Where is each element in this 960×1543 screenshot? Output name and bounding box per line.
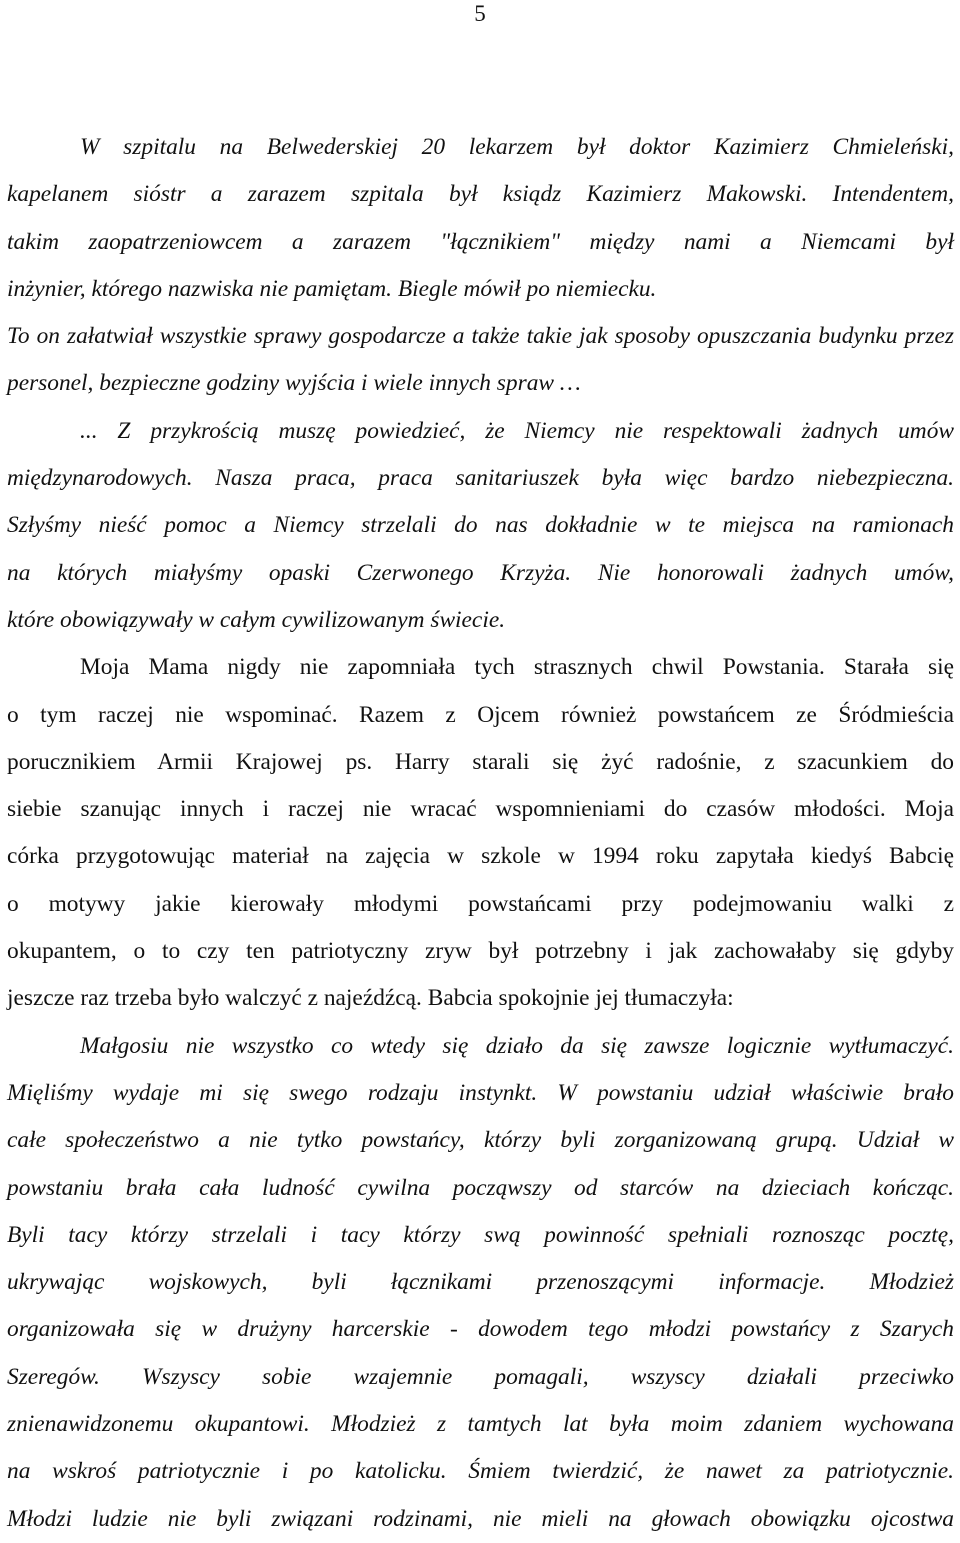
text-line: Małgosiu nie wszystko co wtedy się działo da się zawsze logicznie wytłumaczyć. [80, 1032, 954, 1059]
text-line: na których miałyśmy opaski Czerwonego Krzyża. Nie honorowali żadnych umów, [7, 559, 954, 586]
text-line: okupantem, o to czy ten patriotyczny zryw był potrzebny i jak zachowałaby się gdyby [7, 938, 954, 965]
text-line: na wskroś patriotycznie i po katolicku. Śmiem twierdzić, że nawet za patriotycznie. [7, 1458, 954, 1485]
text-line: Młodzi ludzie nie byli związani rodzinami, nie mieli na głowach obowiązku ojcostwa [7, 1505, 954, 1532]
text-line: porucznikiem Armii Krajowej ps. Harry starali się żyć radośnie, z szacunkiem do [7, 748, 954, 775]
text-line: Moja Mama nigdy nie zapomniała tych strasznych chwil Powstania. Starała się [80, 654, 954, 681]
text-line: Mięliśmy wydaje mi się swego rodzaju instynkt. W powstaniu udział właściwie brało [7, 1079, 954, 1106]
text-line: znienawidzonemu okupantowi. Młodzież z tamtych lat była moim zdaniem wychowana [7, 1411, 954, 1438]
text-line: o motywy jakie kierowały młodymi powstańcami przy podejmowaniu walki z [7, 890, 954, 917]
text-line: organizowała się w drużyny harcerskie - dowodem tego młodzi powstańcy z Szarych [7, 1316, 954, 1343]
text-line: o tym raczej nie wspominać. Razem z Ojcem również powstańcem ze Śródmieścia [7, 701, 954, 728]
text-line: Byli tacy którzy strzelali i tacy którzy swą powinność spełniali roznosząc pocztę, [7, 1221, 954, 1248]
text-line: takim zaopatrzeniowcem a zarazem "łącznikiem" między nami a Niemcami był [7, 228, 954, 255]
text-line: To on załatwiał wszystkie sprawy gospodarcze a także takie jak sposoby opuszczania budynku przez [7, 323, 954, 350]
text-line: inżynier, którego nazwiska nie pamiętam. Biegle mówił po niemiecku. [7, 275, 657, 302]
text-line: Szłyśmy nieść pomoc a Niemcy strzelali do nas dokładnie w te miejsca na ramionach [7, 512, 954, 539]
text-line: Szeregów. Wszyscy sobie wzajemnie pomagali, wszyscy działali przeciwko [7, 1363, 954, 1390]
text-line: które obowiązywały w całym cywilizowanym świecie. [7, 606, 506, 633]
text-line: córka przygotowując materiał na zajęcia w szkole w 1994 roku zapytała kiedyś Babcię [7, 843, 954, 870]
text-line: W szpitalu na Belwederskiej 20 lekarzem był doktor Kazimierz Chmieleński, [80, 134, 954, 160]
page-number: 5 [474, 1, 486, 26]
text-line: powstaniu brała cała ludność cywilna począwszy od starców na dzieciach kończąc. [7, 1174, 954, 1201]
text-line: ukrywając wojskowych, byli łącznikami przenoszącymi informacje. Młodzież [7, 1269, 954, 1296]
text-line: całe społeczeństwo a nie tytko powstańcy, którzy byli zorganizowaną grupą. Udział w [7, 1127, 954, 1154]
text-line: jeszcze raz trzeba było walczyć z najeźdźcą. Babcia spokojnie jej tłumaczyła: [7, 985, 734, 1012]
text-line: międzynarodowych. Nasza praca, praca sanitariuszek była więc bardzo niebezpieczna. [7, 465, 954, 492]
text-line: personel, bezpieczne godziny wyjścia i wiele innych spraw … [7, 370, 581, 397]
document-body [7, 124, 954, 1543]
text-line: ... Z przykrością muszę powiedzieć, że Niemcy nie respektowali żadnych umów [80, 417, 954, 444]
text-line: siebie szanując innych i raczej nie wracać wspomnieniami do czasów młodości. Moja [7, 796, 954, 823]
text-line: kapelanem sióstr a zarazem szpitala był ksiądz Kazimierz Makowski. Intendentem, [7, 181, 954, 208]
